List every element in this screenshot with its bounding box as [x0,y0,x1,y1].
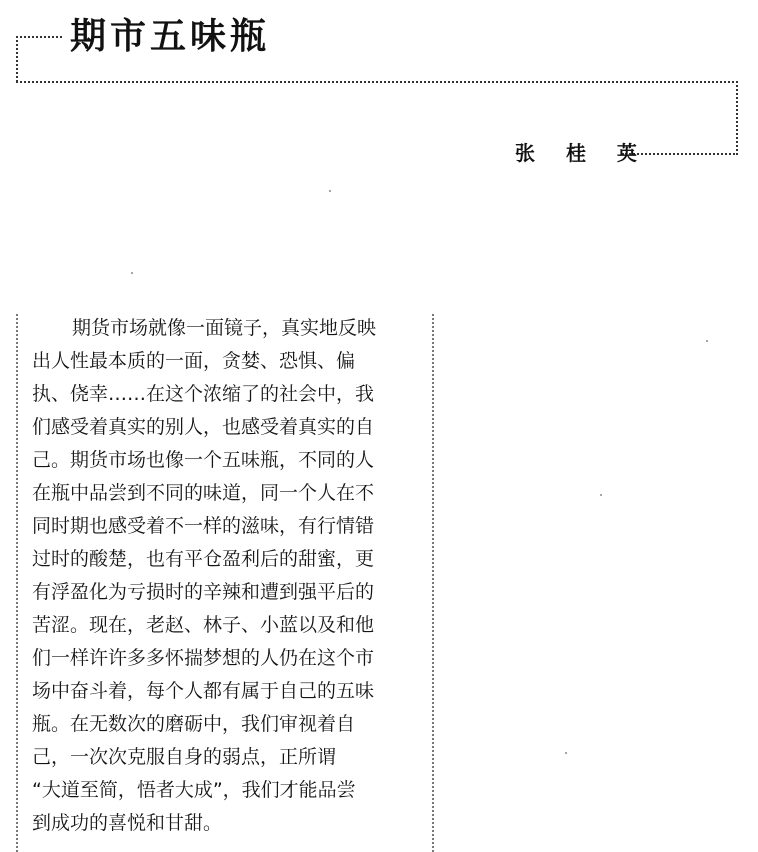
scan-speck [565,752,567,754]
body-line: 过时的酸楚，也有平仓盈利后的甜蜜，更 [32,548,375,570]
body-line: 有浮盈化为亏损时的辛辣和遭到强平后的 [32,581,375,603]
body-line: 瓶。在无数次的磨砺中，我们审视着自 [32,713,356,735]
body-line: 同时期也感受着不一样的滋味，有行情错 [32,515,375,537]
scan-speck [329,190,331,192]
title-frame-top-rule [16,36,62,38]
body-line: 在瓶中品尝到不同的味道，同一个人在不 [32,482,375,504]
body-line: 期货市场就像一面镜子，真实地反映 [72,317,377,339]
body-line: 己。期货市场也像一个五味瓶，不同的人 [32,449,375,471]
body-line: 己，一次次克服自身的弱点，正所谓 [32,746,337,768]
scan-speck [706,340,708,342]
article-title: 期市五味瓶 [70,15,271,57]
scan-speck [600,494,602,496]
body-line: “大道至简，悟者大成”，我们才能品尝 [32,779,356,801]
title-frame-middle-rule [16,81,738,83]
body-line: 到成功的喜悦和甘甜。 [32,812,223,834]
title-frame-right-rule [736,81,738,155]
body-text-column [16,314,434,852]
scan-speck [131,272,133,274]
body-line: 场中奋斗着，每个人都有属于自己的五味 [32,680,375,702]
body-line: 执、侥幸……在这个浓缩了的社会中，我 [32,383,375,405]
body-line: 们感受着真实的别人，也感受着真实的自 [32,416,375,438]
body-line: 们一样许许多多怀揣梦想的人仍在这个市 [32,647,375,669]
author-name: 张 桂 英 [515,141,649,165]
body-line: 苦涩。现在，老赵、林子、小蓝以及和他 [32,614,375,636]
body-line: 出人性最本质的一面，贪婪、恐惧、偏 [32,350,356,372]
title-frame-left-rule [16,36,18,82]
